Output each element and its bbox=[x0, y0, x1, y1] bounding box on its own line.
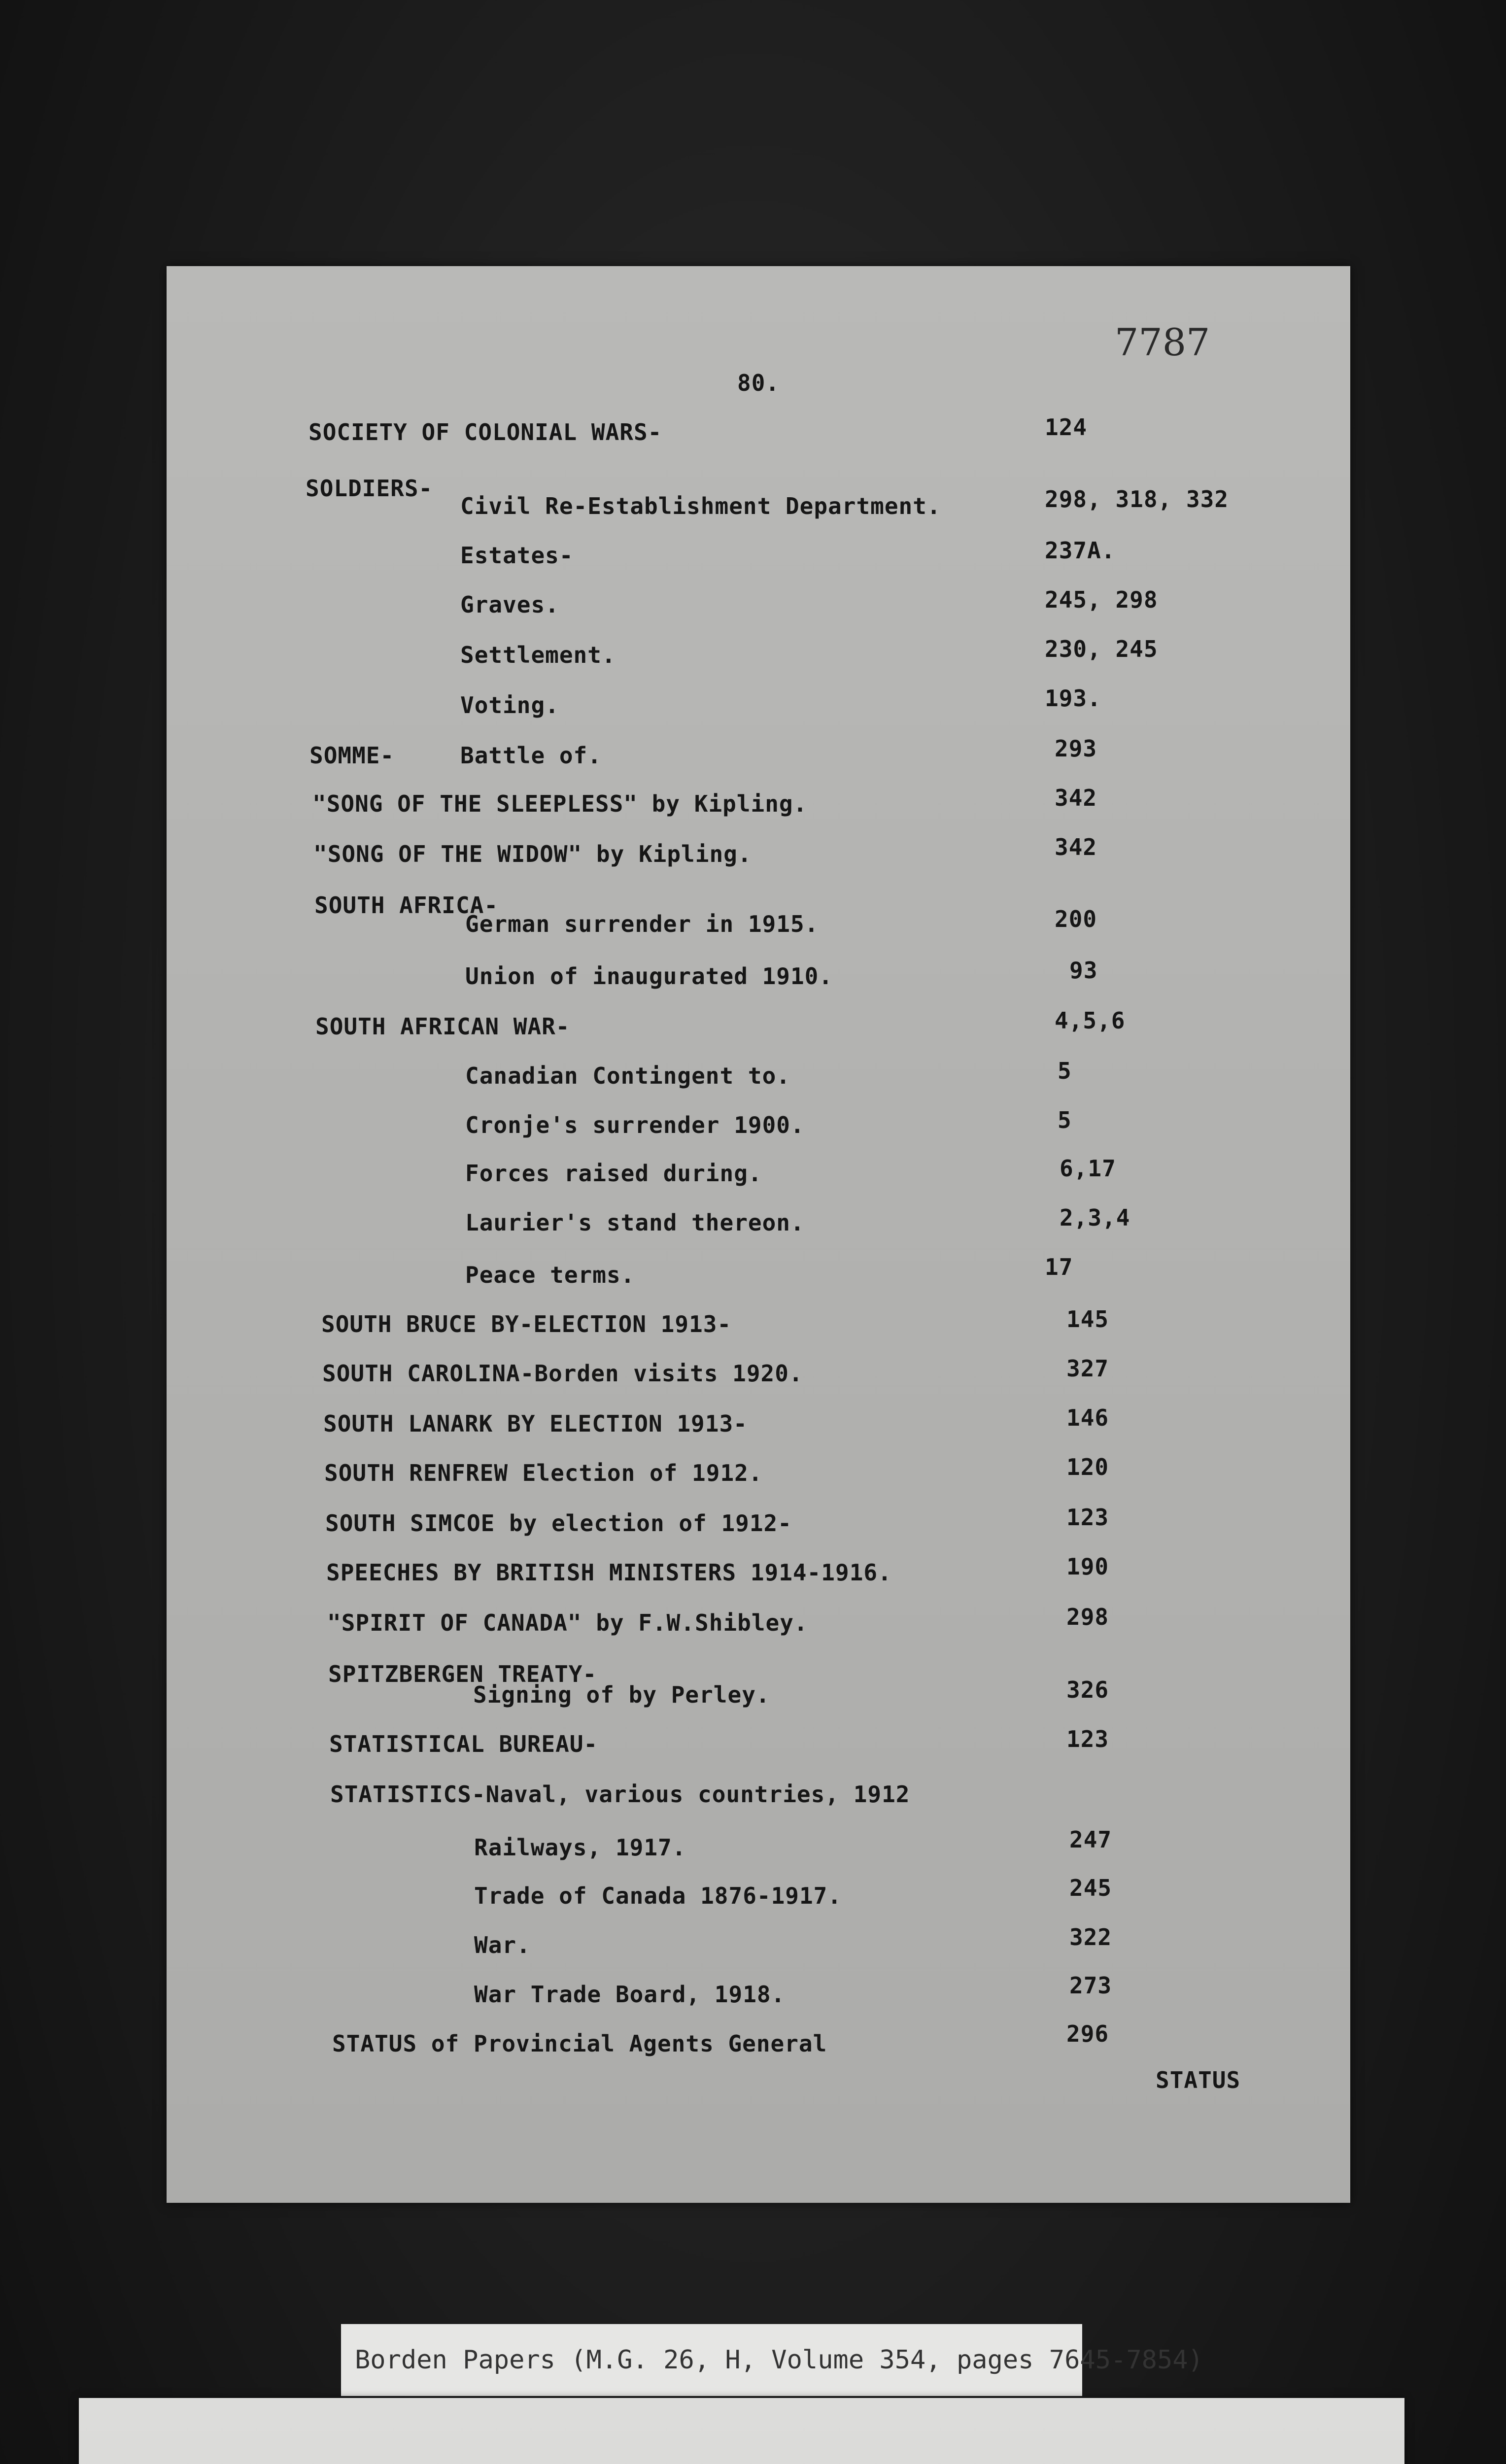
folio-number: 7787 bbox=[1115, 320, 1210, 364]
entry-heading: SOUTH AFRICA- bbox=[314, 892, 499, 919]
entry-heading: SPEECHES BY BRITISH MINISTERS 1914-1916. bbox=[326, 1559, 892, 1586]
entry-reference: 327 bbox=[1066, 1355, 1109, 1382]
entry-subheading: Peace terms. bbox=[465, 1262, 635, 1288]
catchword: STATUS bbox=[1156, 2067, 1241, 2093]
entry-reference: 4,5,6 bbox=[1055, 1007, 1126, 1034]
entry-reference: 342 bbox=[1055, 785, 1097, 811]
entry-subheading: Railways, 1917. bbox=[474, 1834, 686, 1861]
entry-heading: "SONG OF THE SLEEPLESS" by Kipling. bbox=[312, 790, 808, 817]
entry-subheading: Laurier's stand thereon. bbox=[465, 1209, 805, 1236]
entry-subheading: Graves. bbox=[460, 591, 559, 618]
entry-reference: 6,17 bbox=[1060, 1155, 1116, 1182]
entry-heading: SOUTH SIMCOE by election of 1912- bbox=[325, 1510, 792, 1537]
entry-subheading: Union of inaugurated 1910. bbox=[465, 963, 833, 990]
entry-heading: STATUS of Provincial Agents General bbox=[332, 2030, 827, 2057]
entry-reference: 145 bbox=[1066, 1306, 1109, 1333]
entry-subheading: Signing of by Perley. bbox=[473, 1681, 770, 1708]
entry-subheading: Forces raised during. bbox=[465, 1160, 762, 1187]
entry-reference: 245, 298 bbox=[1045, 586, 1158, 613]
entry-reference: 293 bbox=[1055, 735, 1097, 762]
entry-reference: 5 bbox=[1058, 1058, 1072, 1084]
entry-reference: 5 bbox=[1058, 1107, 1072, 1133]
entry-reference: 298, 318, 332 bbox=[1045, 486, 1229, 513]
entry-heading: SOLDIERS- bbox=[306, 475, 433, 502]
entry-reference: 124 bbox=[1045, 414, 1088, 441]
entry-reference: 123 bbox=[1066, 1504, 1109, 1531]
entry-reference: 93 bbox=[1069, 957, 1098, 984]
entry-reference: 247 bbox=[1069, 1826, 1112, 1853]
entry-reference: 2,3,4 bbox=[1060, 1204, 1130, 1231]
entry-heading: SOUTH CAROLINA-Borden visits 1920. bbox=[322, 1360, 803, 1387]
entry-reference: 342 bbox=[1055, 834, 1097, 860]
entry-reference: 322 bbox=[1069, 1924, 1112, 1951]
entry-heading: SOUTH RENFREW Election of 1912. bbox=[324, 1460, 763, 1486]
entry-subheading: Cronje's surrender 1900. bbox=[465, 1112, 805, 1138]
entry-reference: 298 bbox=[1066, 1604, 1109, 1630]
entry-reference: 146 bbox=[1066, 1404, 1109, 1431]
entry-subheading: War. bbox=[474, 1932, 531, 1958]
entry-subheading: Canadian Contingent to. bbox=[465, 1062, 790, 1089]
archive-card bbox=[79, 2398, 1404, 2464]
entry-heading: SOUTH BRUCE BY-ELECTION 1913- bbox=[321, 1311, 732, 1337]
entry-heading: STATISTICAL BUREAU- bbox=[329, 1731, 598, 1757]
entry-reference: 120 bbox=[1066, 1454, 1109, 1480]
entry-reference: 296 bbox=[1066, 2020, 1109, 2047]
entry-heading: SOCIETY OF COLONIAL WARS- bbox=[308, 419, 662, 445]
entry-reference: 123 bbox=[1066, 1726, 1109, 1752]
entry-reference: 273 bbox=[1069, 1972, 1112, 1999]
entry-reference: 190 bbox=[1066, 1553, 1109, 1580]
entry-subheading: Trade of Canada 1876-1917. bbox=[474, 1882, 842, 1909]
entry-reference: 230, 245 bbox=[1045, 636, 1158, 662]
entry-heading: STATISTICS-Naval, various countries, 1912 bbox=[330, 1781, 910, 1808]
entry-reference: 200 bbox=[1055, 906, 1097, 932]
entry-heading: SOMME- bbox=[309, 742, 395, 769]
page-number: 80. bbox=[737, 370, 780, 396]
entry-reference: 237A. bbox=[1045, 537, 1116, 564]
entry-subheading: Settlement. bbox=[460, 642, 616, 668]
entry-heading: SPITZBERGEN TREATY- bbox=[328, 1661, 597, 1687]
reference-label: Borden Papers (M.G. 26, H, Volume 354, pages 7645-7854) bbox=[341, 2324, 1082, 2396]
entry-heading: "SPIRIT OF CANADA" by F.W.Shibley. bbox=[327, 1609, 808, 1636]
entry-reference: 326 bbox=[1066, 1677, 1109, 1703]
entry-subheading: Battle of. bbox=[460, 742, 602, 769]
entry-reference: 245 bbox=[1069, 1875, 1112, 1901]
entry-heading: SOUTH LANARK BY ELECTION 1913- bbox=[323, 1410, 748, 1437]
entry-subheading: Estates- bbox=[460, 542, 574, 569]
entry-heading: SOUTH AFRICAN WAR- bbox=[315, 1013, 570, 1040]
entry-subheading: Voting. bbox=[460, 692, 559, 719]
entry-heading: "SONG OF THE WIDOW" by Kipling. bbox=[313, 841, 752, 867]
entry-subheading: War Trade Board, 1918. bbox=[474, 1981, 786, 2008]
entry-subheading: German surrender in 1915. bbox=[465, 911, 819, 937]
entry-subheading: Civil Re-Establishment Department. bbox=[460, 493, 941, 519]
entry-reference: 17 bbox=[1045, 1254, 1073, 1280]
entry-reference: 193. bbox=[1045, 685, 1101, 712]
